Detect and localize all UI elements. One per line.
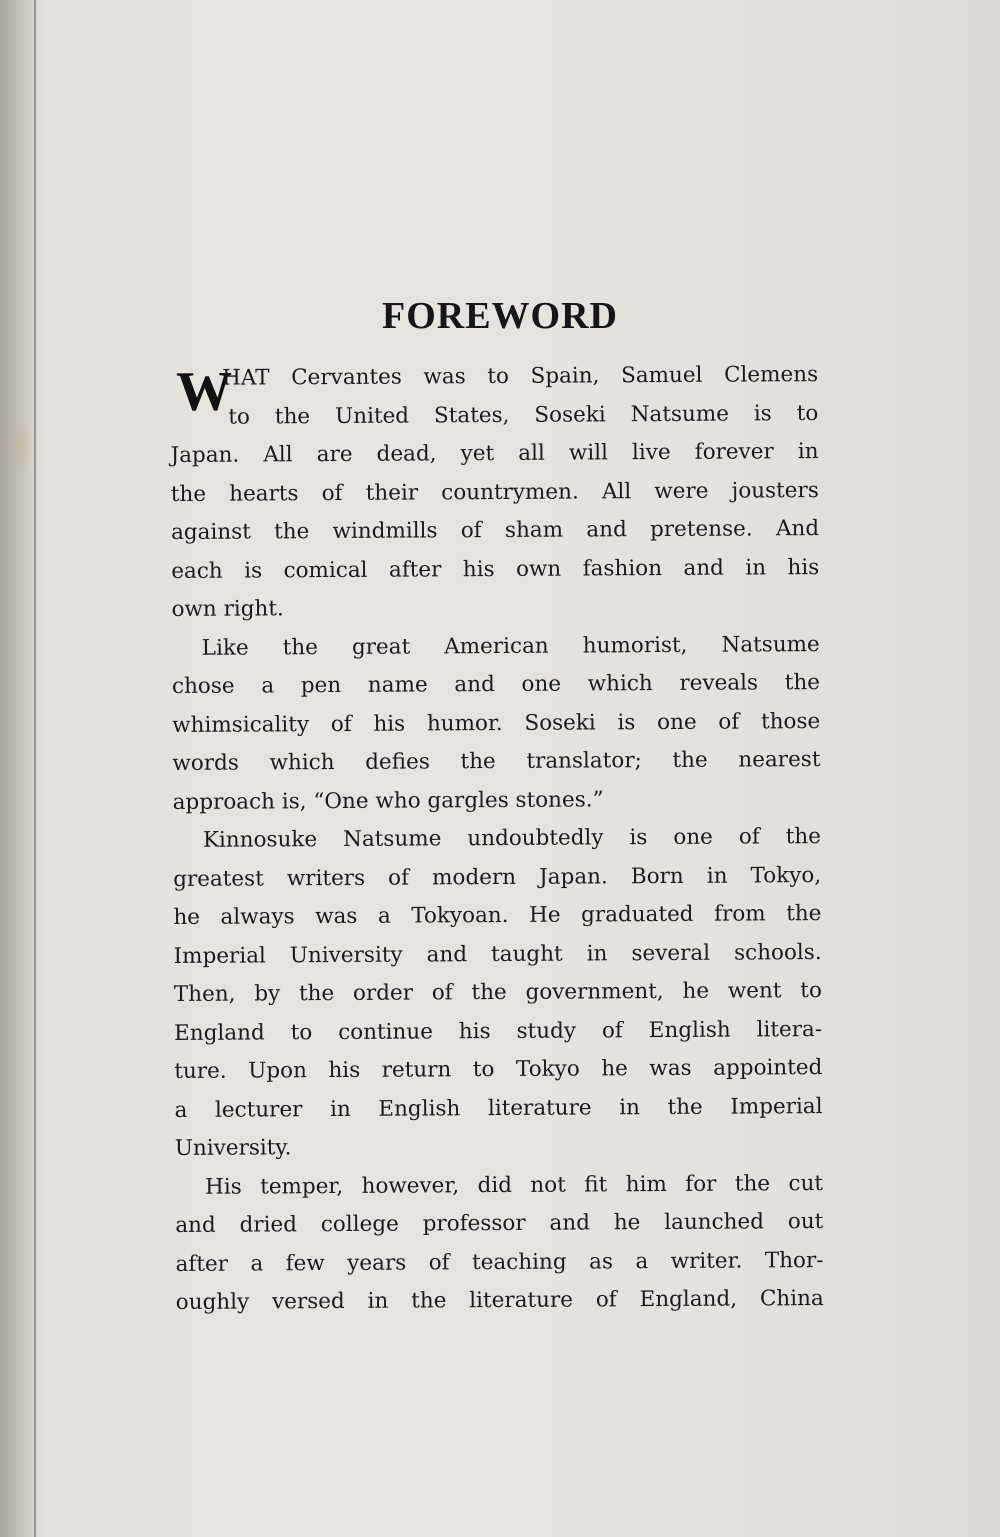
text-line: greatest writers of modern Japan. Born in Tokyo,	[173, 862, 822, 892]
text-line: England to continue his study of English litera-	[174, 1016, 823, 1046]
text-line: University.	[174, 1135, 292, 1161]
text-line: to the United States, Soseki Natsume is to	[228, 400, 819, 430]
text-line: he always was a Tokyoan. He graduated from the	[173, 901, 822, 930]
text-line: Like the great American humorist, Natsume	[201, 631, 820, 661]
text-line: approach is, “One who gargles stones.”	[172, 786, 604, 815]
page-edge	[34, 0, 36, 1537]
paragraph	[173, 818, 823, 1168]
drop-cap: W	[176, 360, 233, 423]
text-line: after a few years of teaching as a writer. Thor-	[175, 1247, 824, 1277]
text-line: and dried college professor and he launched out	[175, 1209, 824, 1238]
text-line: own right.	[171, 596, 284, 622]
text-line: Japan. All are dead, yet all will live forever in	[170, 439, 819, 468]
paragraph	[170, 356, 820, 629]
text-line: each is comical after his own fashion and in his	[171, 554, 820, 584]
page-title: FOREWORD	[382, 295, 618, 337]
text-line: Then, by the order of the government, he went to	[173, 978, 822, 1007]
text-line: against the windmills of sham and pretense. And	[170, 516, 820, 545]
text-line: Kinnosuke Natsume undoubtedly is one of the	[202, 824, 821, 853]
text-line: the hearts of their countrymen. All were jousters	[170, 477, 819, 507]
text-line: whimsicality of his humor. Soseki is one of those	[172, 708, 821, 738]
paragraph	[175, 1165, 824, 1323]
text-line: Imperial University and taught in several schools.	[173, 939, 822, 969]
text-line: a lecturer in English literature in the Imperial	[174, 1093, 823, 1123]
text-line: ture. Upon his return to Tokyo he was appointed	[174, 1055, 823, 1084]
text-line: HAT Cervantes was to Spain, Samuel Clemens	[222, 362, 819, 391]
book-gutter	[0, 0, 38, 1537]
paragraph	[172, 626, 821, 822]
text-line: words which defies the translator; the nearest	[172, 747, 821, 776]
text-line: oughly versed in the literature of England, China	[175, 1286, 824, 1315]
page-stain	[8, 415, 34, 475]
text-line: His temper, however, did not fit him for the cut	[204, 1170, 824, 1200]
foreword-body	[170, 356, 824, 1322]
text-line: chose a pen name and one which reveals the	[171, 670, 821, 699]
